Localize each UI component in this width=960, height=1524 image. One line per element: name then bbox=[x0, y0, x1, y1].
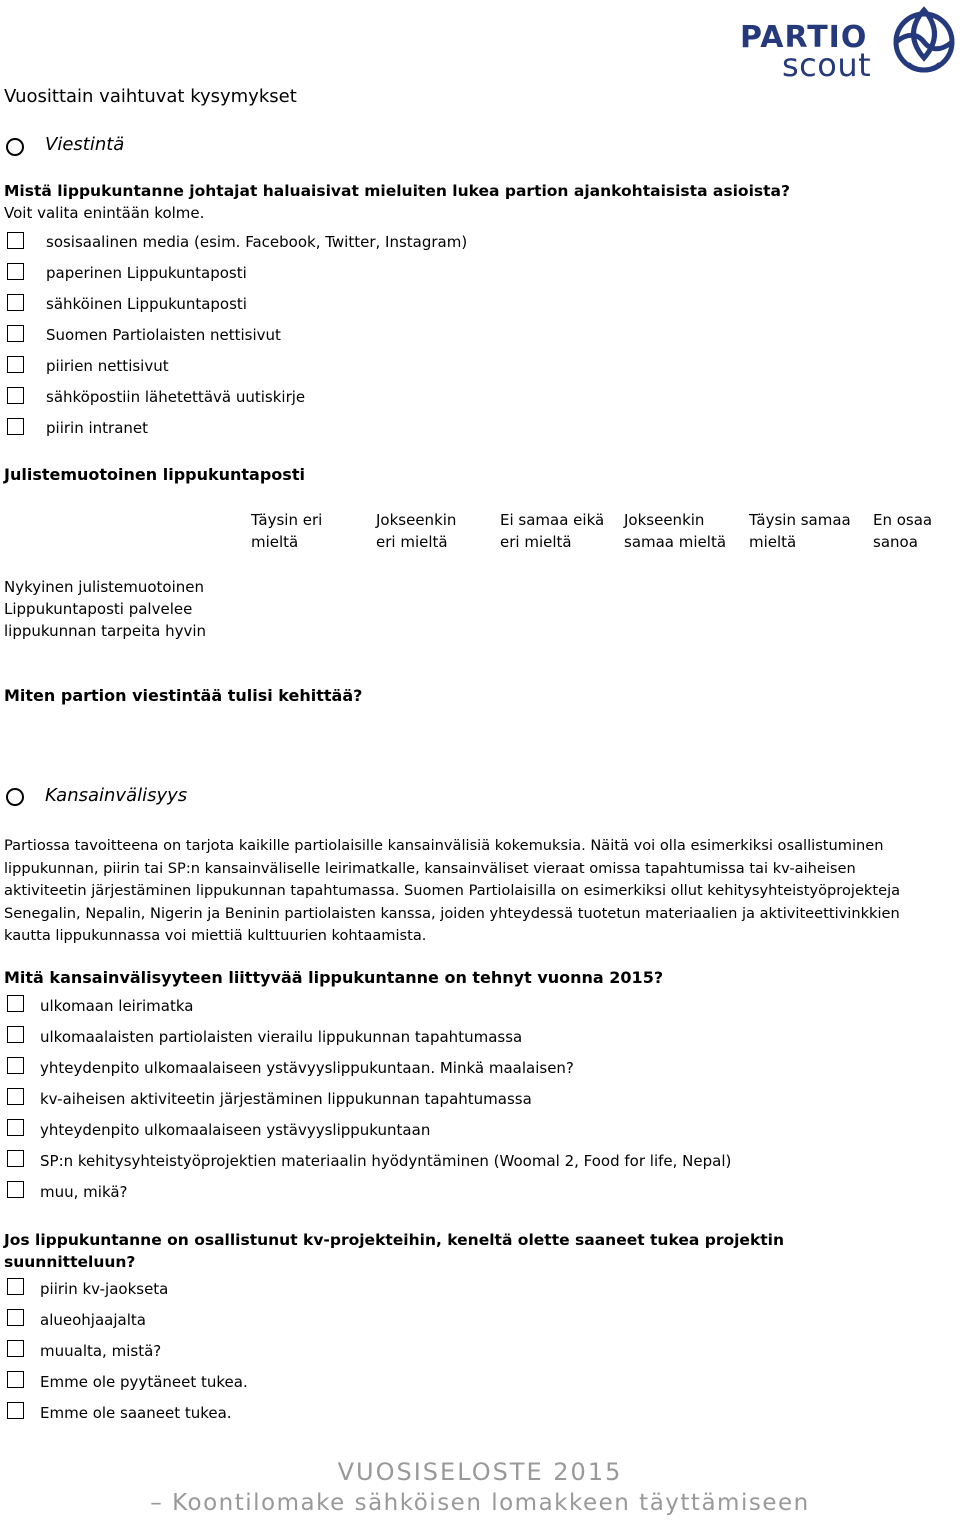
footer-subtitle: – Koontilomake sähköisen lomakkeen täyttämiseen bbox=[150, 1490, 810, 1516]
scout-emblem-icon bbox=[888, 2, 960, 88]
option-label: kv-aiheisen aktiviteetin järjestäminen lippukunnan tapahtumassa bbox=[40, 1090, 532, 1108]
option-label: ulkomaalaisten partiolaisten vierailu lippukunnan tapahtumassa bbox=[40, 1028, 523, 1046]
intro-line: lippukunnan, piirin tai SP:n kansainväliselle leirimatkalle, kansainväliset vieraat omissa tapahtumissa tai kv-aiheisen bbox=[4, 859, 856, 877]
scale-col-line: eri mieltä bbox=[376, 533, 448, 551]
option-label: Suomen Partiolaisten nettisivut bbox=[46, 326, 281, 344]
checkbox[interactable] bbox=[7, 1278, 24, 1295]
option-label: muualta, mistä? bbox=[40, 1342, 162, 1360]
checkbox[interactable] bbox=[7, 263, 24, 280]
checkbox[interactable] bbox=[7, 1150, 24, 1167]
question-line: suunnitteluun? bbox=[4, 1253, 136, 1271]
open-question-communication: Miten partion viestintää tulisi kehittää? bbox=[4, 686, 363, 705]
scale-col-line: Täysin samaa bbox=[749, 511, 851, 529]
checkbox[interactable] bbox=[7, 1119, 24, 1136]
option-label: piirien nettisivut bbox=[46, 357, 169, 375]
intro-paragraph bbox=[4, 835, 934, 948]
section-bullet-icon bbox=[6, 788, 24, 806]
intro-line: Senegalin, Nepalin, Nigerin ja Beninin partiolaisten kanssa, joiden yhteydessä tuotetun materiaalien ja aktiviteettivinkkien bbox=[4, 904, 900, 922]
scale-col-line: En osaa bbox=[873, 511, 933, 529]
section-title-kansainvalisyys: Kansainvälisyys bbox=[45, 785, 188, 806]
scale-title: Julistemuotoinen lippukuntaposti bbox=[4, 465, 305, 484]
checkbox[interactable] bbox=[7, 387, 24, 404]
scale-row-line: lippukunnan tarpeita hyvin bbox=[4, 622, 207, 640]
checkbox[interactable] bbox=[7, 1309, 24, 1326]
scale-col-1[interactable] bbox=[251, 509, 371, 553]
checkbox[interactable] bbox=[7, 995, 24, 1012]
page-heading: Vuosittain vaihtuvat kysymykset bbox=[4, 86, 297, 107]
checkbox[interactable] bbox=[7, 232, 24, 249]
intro-line: kautta lippukunnassa voi miettiä kulttuurien kohtaamista. bbox=[4, 927, 427, 944]
scale-row-line: Nykyinen julistemuotoinen bbox=[4, 578, 205, 596]
logo-text-scout: scout bbox=[782, 46, 872, 84]
option-label: yhteydenpito ulkomaalaiseen ystävyyslippukuntaan bbox=[40, 1121, 431, 1139]
question-international-2015: Mitä kansainvälisyyteen liittyvää lippukuntanne on tehnyt vuonna 2015? bbox=[4, 968, 664, 987]
section-bullet-icon bbox=[6, 138, 24, 156]
partio-scout-logo bbox=[738, 2, 960, 88]
checkbox[interactable] bbox=[7, 294, 24, 311]
option-label: sähköinen Lippukuntaposti bbox=[46, 295, 247, 313]
question-instruction: Voit valita enintään kolme. bbox=[4, 204, 205, 222]
scale-col-line: mieltä bbox=[251, 533, 299, 551]
scale-col-2[interactable] bbox=[376, 509, 496, 553]
question-project-support bbox=[4, 1229, 784, 1273]
checkbox[interactable] bbox=[7, 356, 24, 373]
scale-col-line: eri mieltä bbox=[500, 533, 572, 551]
scale-col-line: samaa mieltä bbox=[624, 533, 727, 551]
option-label: paperinen Lippukuntaposti bbox=[46, 264, 247, 282]
scale-col-3[interactable] bbox=[500, 509, 620, 553]
intro-line: aktiviteetin järjestäminen lippukunnan tapahtumassa. Suomen Partiolaisilla on esimerkiksi ollut kehitysyhteistyöprojekteja bbox=[4, 882, 901, 899]
checkbox[interactable] bbox=[7, 325, 24, 342]
scale-col-line: sanoa bbox=[873, 533, 918, 551]
option-label: sosisaalinen media (esim. Facebook, Twitter, Instagram) bbox=[46, 233, 468, 251]
checkbox[interactable] bbox=[7, 1371, 24, 1388]
checkbox[interactable] bbox=[7, 1402, 24, 1419]
option-label: piirin kv-jaokseta bbox=[40, 1280, 169, 1298]
scale-row-label bbox=[4, 576, 244, 642]
scale-col-line: Jokseenkin bbox=[376, 511, 457, 529]
checkbox[interactable] bbox=[7, 418, 24, 435]
footer-title: VUOSISELOSTE 2015 bbox=[337, 1458, 623, 1486]
option-label: alueohjaajalta bbox=[40, 1311, 146, 1329]
question-line: Jos lippukuntanne on osallistunut kv-projekteihin, keneltä olette saaneet tukea projektin bbox=[4, 1231, 785, 1249]
option-label: SP:n kehitysyhteistyöprojektien materiaalin hyödyntäminen (Woomal 2, Food for life, Nepal) bbox=[40, 1152, 732, 1170]
option-label: Emme ole saaneet tukea. bbox=[40, 1404, 232, 1422]
intro-line: Partiossa tavoitteena on tarjota kaikille partiolaisille kansainvälisiä kokemuksia. Näitä voi olla esimerkiksi osallistuminen bbox=[4, 837, 884, 854]
option-label: ulkomaan leirimatka bbox=[40, 997, 194, 1015]
option-label: muu, mikä? bbox=[40, 1183, 128, 1201]
option-label: yhteydenpito ulkomaalaiseen ystävyyslippukuntaan. Minkä maalaisen? bbox=[40, 1059, 574, 1077]
option-label: piirin intranet bbox=[46, 419, 148, 437]
checkbox[interactable] bbox=[7, 1026, 24, 1043]
section-title-viestinta: Viestintä bbox=[45, 134, 125, 155]
scale-col-line: mieltä bbox=[749, 533, 797, 551]
option-label: Emme ole pyytäneet tukea. bbox=[40, 1373, 248, 1391]
scale-col-4[interactable] bbox=[624, 509, 744, 553]
option-label: sähköpostiin lähetettävä uutiskirje bbox=[46, 388, 306, 406]
scale-col-5[interactable] bbox=[749, 509, 869, 553]
logo-text-partio: PARTIO bbox=[740, 20, 868, 55]
checkbox[interactable] bbox=[7, 1057, 24, 1074]
scale-row-line: Lippukuntaposti palvelee bbox=[4, 600, 193, 618]
checkbox[interactable] bbox=[7, 1181, 24, 1198]
checkbox[interactable] bbox=[7, 1340, 24, 1357]
scale-col-line: Täysin eri bbox=[251, 511, 323, 529]
scale-col-line: Ei samaa eikä bbox=[500, 511, 605, 529]
scale-col-6[interactable] bbox=[873, 509, 959, 553]
question-reading-channels: Mistä lippukuntanne johtajat haluaisivat mieluiten lukea partion ajankohtaisista asioista? bbox=[4, 182, 790, 200]
scale-col-line: Jokseenkin bbox=[624, 511, 705, 529]
checkbox[interactable] bbox=[7, 1088, 24, 1105]
